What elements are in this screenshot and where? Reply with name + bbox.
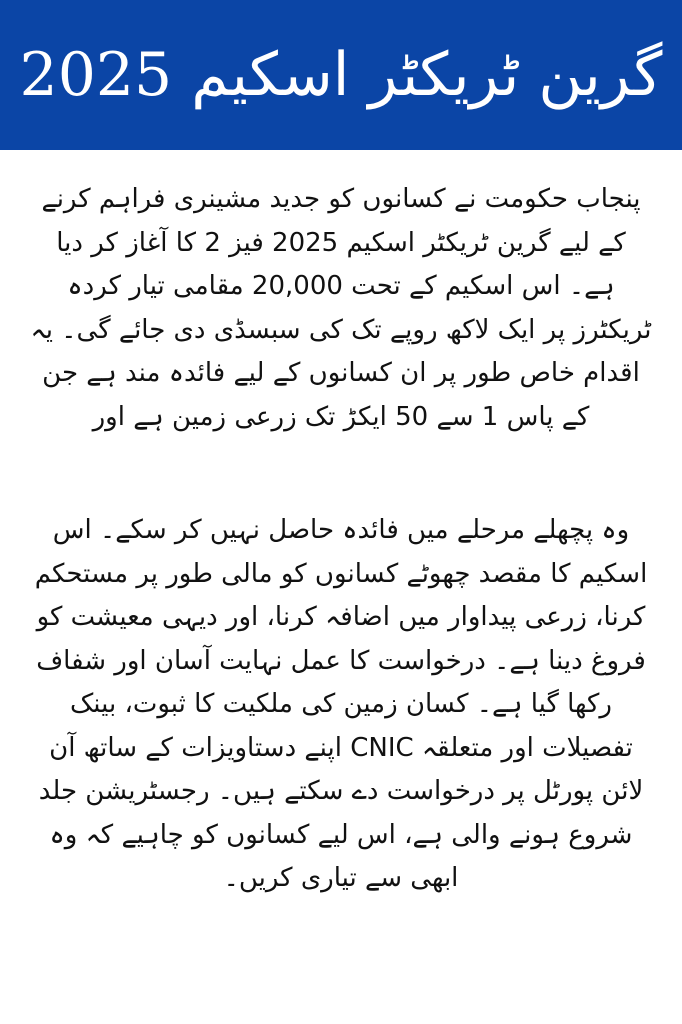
article-paragraph-intro: پنجاب حکومت نے کسانوں کو جدید مشینری فراہم کرنے کے لیے گرین ٹریکٹر اسکیم 2025 فیز 2 کا آغاز کر دیا ہے۔ اس اسکیم کے تحت 20,000 مقامی تیار کردہ ٹریکٹرز پر ایک لاکھ روپے تک کی سبسڈی دی جائے گی۔ یہ اقدام خاص طور پر ان کسانوں کے لیے فائدہ مند ہے جن کے پاس 1 سے 50 ایکڑ تک زرعی زمین ہے اور [30, 184, 652, 432]
article-paragraph-details: وہ پچھلے مرحلے میں فائدہ حاصل نہیں کر سکے۔ اس اسکیم کا مقصد چھوٹے کسانوں کو مالی طور پر مستحکم کرنا، زرعی پیداوار میں اضافہ کرنا، اور دیہی معیشت کو فروغ دینا ہے۔ درخواست کا عمل نہایت آسان اور شفاف رکھا گیا ہے۔ کسان زمین کی ملکیت کا ثبوت، بینک تفصیلات اور متعلقہ CNIC اپنے دستاویزات کے ساتھ آن لائن پورٹل پر درخواست دے سکتے ہیں۔ رجسٹریشن جلد شروع ہونے والی ہے، اس لیے کسانوں کو چاہیے کہ وہ ابھی سے تیاری کریں۔ [34, 515, 648, 893]
article-body [30, 178, 652, 901]
page-title: گرین ٹریکٹر اسکیم 2025 [19, 40, 663, 110]
title-banner [0, 0, 682, 150]
